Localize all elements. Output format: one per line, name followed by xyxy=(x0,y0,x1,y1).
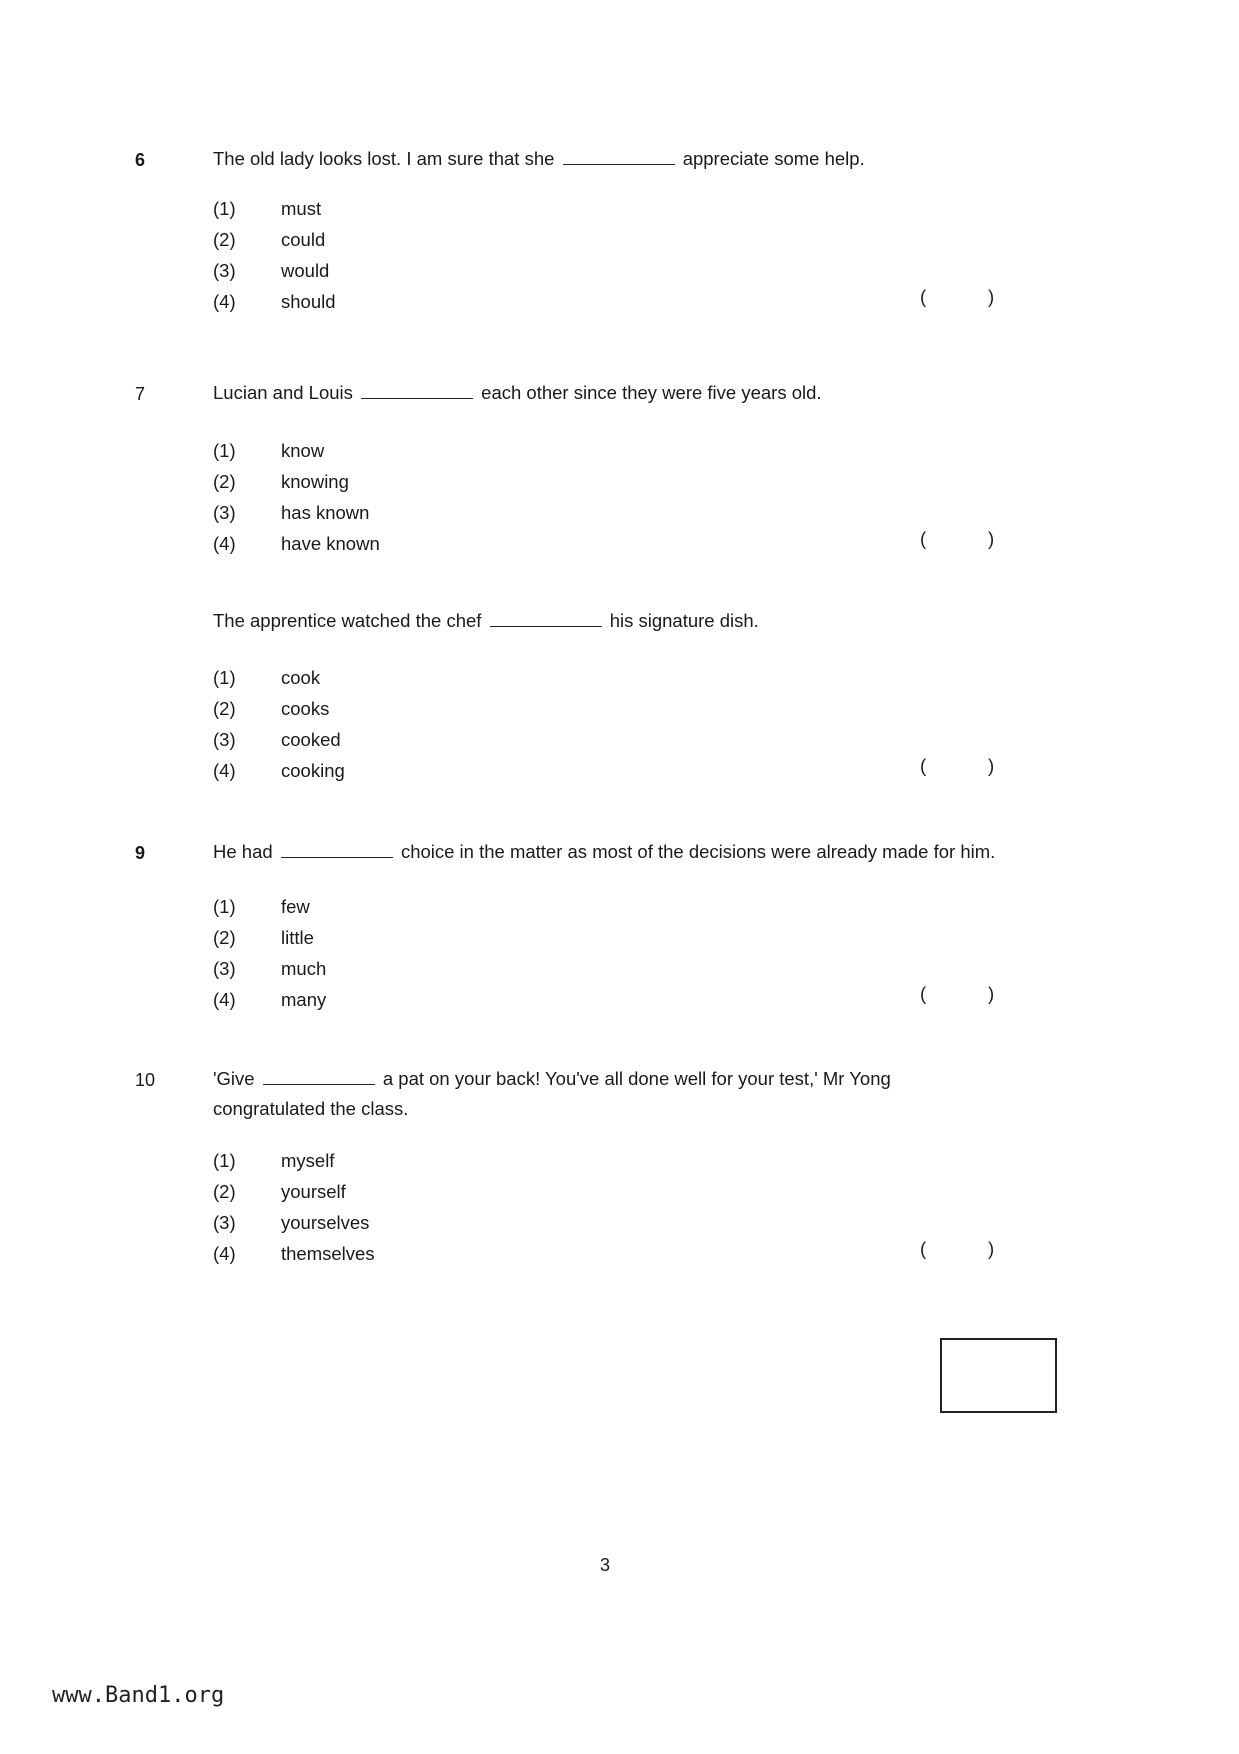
option-2 xyxy=(213,471,613,502)
option-3 xyxy=(213,502,613,533)
options-list xyxy=(213,198,613,322)
option-number: (1) xyxy=(213,198,236,219)
bracket-open: ( xyxy=(920,1238,927,1259)
option-number: (3) xyxy=(213,260,236,281)
option-text: have known xyxy=(281,533,380,554)
bracket-close: ) xyxy=(988,1238,995,1259)
stem-text-before: The apprentice watched the chef xyxy=(213,610,482,631)
option-3 xyxy=(213,729,613,760)
option-number: (2) xyxy=(213,229,236,250)
option-1 xyxy=(213,667,613,698)
option-number: (2) xyxy=(213,927,236,948)
bracket-open: ( xyxy=(920,528,927,549)
option-text: has known xyxy=(281,502,370,523)
option-2 xyxy=(213,927,613,958)
score-box xyxy=(940,1338,1057,1413)
stem-text-after: each other since they were five years old. xyxy=(481,382,822,403)
option-number: (1) xyxy=(213,440,236,461)
stem-text-after: a pat on your back! You've all done well for your test,' Mr Yong congratulated the class. xyxy=(213,1068,891,1119)
option-4 xyxy=(213,989,613,1020)
option-1 xyxy=(213,440,613,471)
options-list xyxy=(213,1150,613,1274)
stem-text-before: He had xyxy=(213,841,273,862)
question-number: 6 xyxy=(135,150,146,170)
options-list xyxy=(213,440,613,564)
option-number: (4) xyxy=(213,989,236,1010)
stem-text-before: 'Give xyxy=(213,1068,255,1089)
option-1 xyxy=(213,896,613,927)
option-text: yourselves xyxy=(281,1212,370,1233)
option-text: cooked xyxy=(281,729,341,750)
option-text: should xyxy=(281,291,336,312)
options-list xyxy=(213,667,613,791)
option-3 xyxy=(213,958,613,989)
option-number: (3) xyxy=(213,958,236,979)
bracket-close: ) xyxy=(988,983,995,1004)
option-number: (1) xyxy=(213,1150,236,1171)
option-text: must xyxy=(281,198,322,219)
answer-blank xyxy=(563,146,675,165)
option-4 xyxy=(213,291,613,322)
option-1 xyxy=(213,198,613,229)
option-text: would xyxy=(281,260,330,281)
question-number: 10 xyxy=(135,1070,156,1090)
option-3 xyxy=(213,260,613,291)
bracket-close: ) xyxy=(988,528,995,549)
option-2 xyxy=(213,698,613,729)
stem-text-after: his signature dish. xyxy=(609,610,759,631)
question-stem xyxy=(213,837,1093,867)
answer-blank xyxy=(361,380,473,399)
option-4 xyxy=(213,1243,613,1274)
option-number: (2) xyxy=(213,1181,236,1202)
bracket-open: ( xyxy=(920,755,927,776)
option-2 xyxy=(213,1181,613,1212)
option-number: (3) xyxy=(213,1212,236,1233)
bracket-close: ) xyxy=(988,755,995,776)
option-number: (3) xyxy=(213,729,236,750)
stem-text-after: choice in the matter as most of the decisions were already made for him. xyxy=(400,841,996,862)
option-text: few xyxy=(281,896,310,917)
option-3 xyxy=(213,1212,613,1243)
option-number: (4) xyxy=(213,291,236,312)
option-number: (2) xyxy=(213,471,236,492)
answer-blank xyxy=(281,839,393,858)
question-number: 9 xyxy=(135,843,146,863)
question-stem xyxy=(213,1064,983,1124)
option-4 xyxy=(213,760,613,791)
question-stem xyxy=(213,378,1093,408)
question-number: 7 xyxy=(135,384,146,404)
option-text: much xyxy=(281,958,327,979)
option-text: cooking xyxy=(281,760,345,781)
option-number: (2) xyxy=(213,698,236,719)
option-number: (4) xyxy=(213,533,236,554)
answer-blank xyxy=(263,1066,375,1085)
option-number: (1) xyxy=(213,896,236,917)
stem-text-before: The old lady looks lost. I am sure that she xyxy=(213,148,555,169)
stem-text-before: Lucian and Louis xyxy=(213,382,353,403)
bracket-open: ( xyxy=(920,286,927,307)
question-stem xyxy=(213,606,1093,636)
question-stem xyxy=(213,144,1093,174)
option-number: (4) xyxy=(213,1243,236,1264)
bracket-open: ( xyxy=(920,983,927,1004)
option-text: themselves xyxy=(281,1243,375,1264)
option-text: myself xyxy=(281,1150,335,1171)
option-text: yourself xyxy=(281,1181,346,1202)
option-number: (1) xyxy=(213,667,236,688)
option-text: cooks xyxy=(281,698,330,719)
option-number: (4) xyxy=(213,760,236,781)
option-2 xyxy=(213,229,613,260)
options-list xyxy=(213,896,613,1020)
bracket-close: ) xyxy=(988,286,995,307)
option-text: little xyxy=(281,927,314,948)
answer-blank xyxy=(490,608,602,627)
option-text: cook xyxy=(281,667,321,688)
option-text: know xyxy=(281,440,325,461)
option-1 xyxy=(213,1150,613,1181)
page-number: 3 xyxy=(600,1555,611,1575)
option-text: many xyxy=(281,989,327,1010)
option-number: (3) xyxy=(213,502,236,523)
option-4 xyxy=(213,533,613,564)
option-text: could xyxy=(281,229,326,250)
option-text: knowing xyxy=(281,471,349,492)
stem-text-after: appreciate some help. xyxy=(682,148,865,169)
watermark-url: www.Band1.org xyxy=(52,1683,225,1708)
